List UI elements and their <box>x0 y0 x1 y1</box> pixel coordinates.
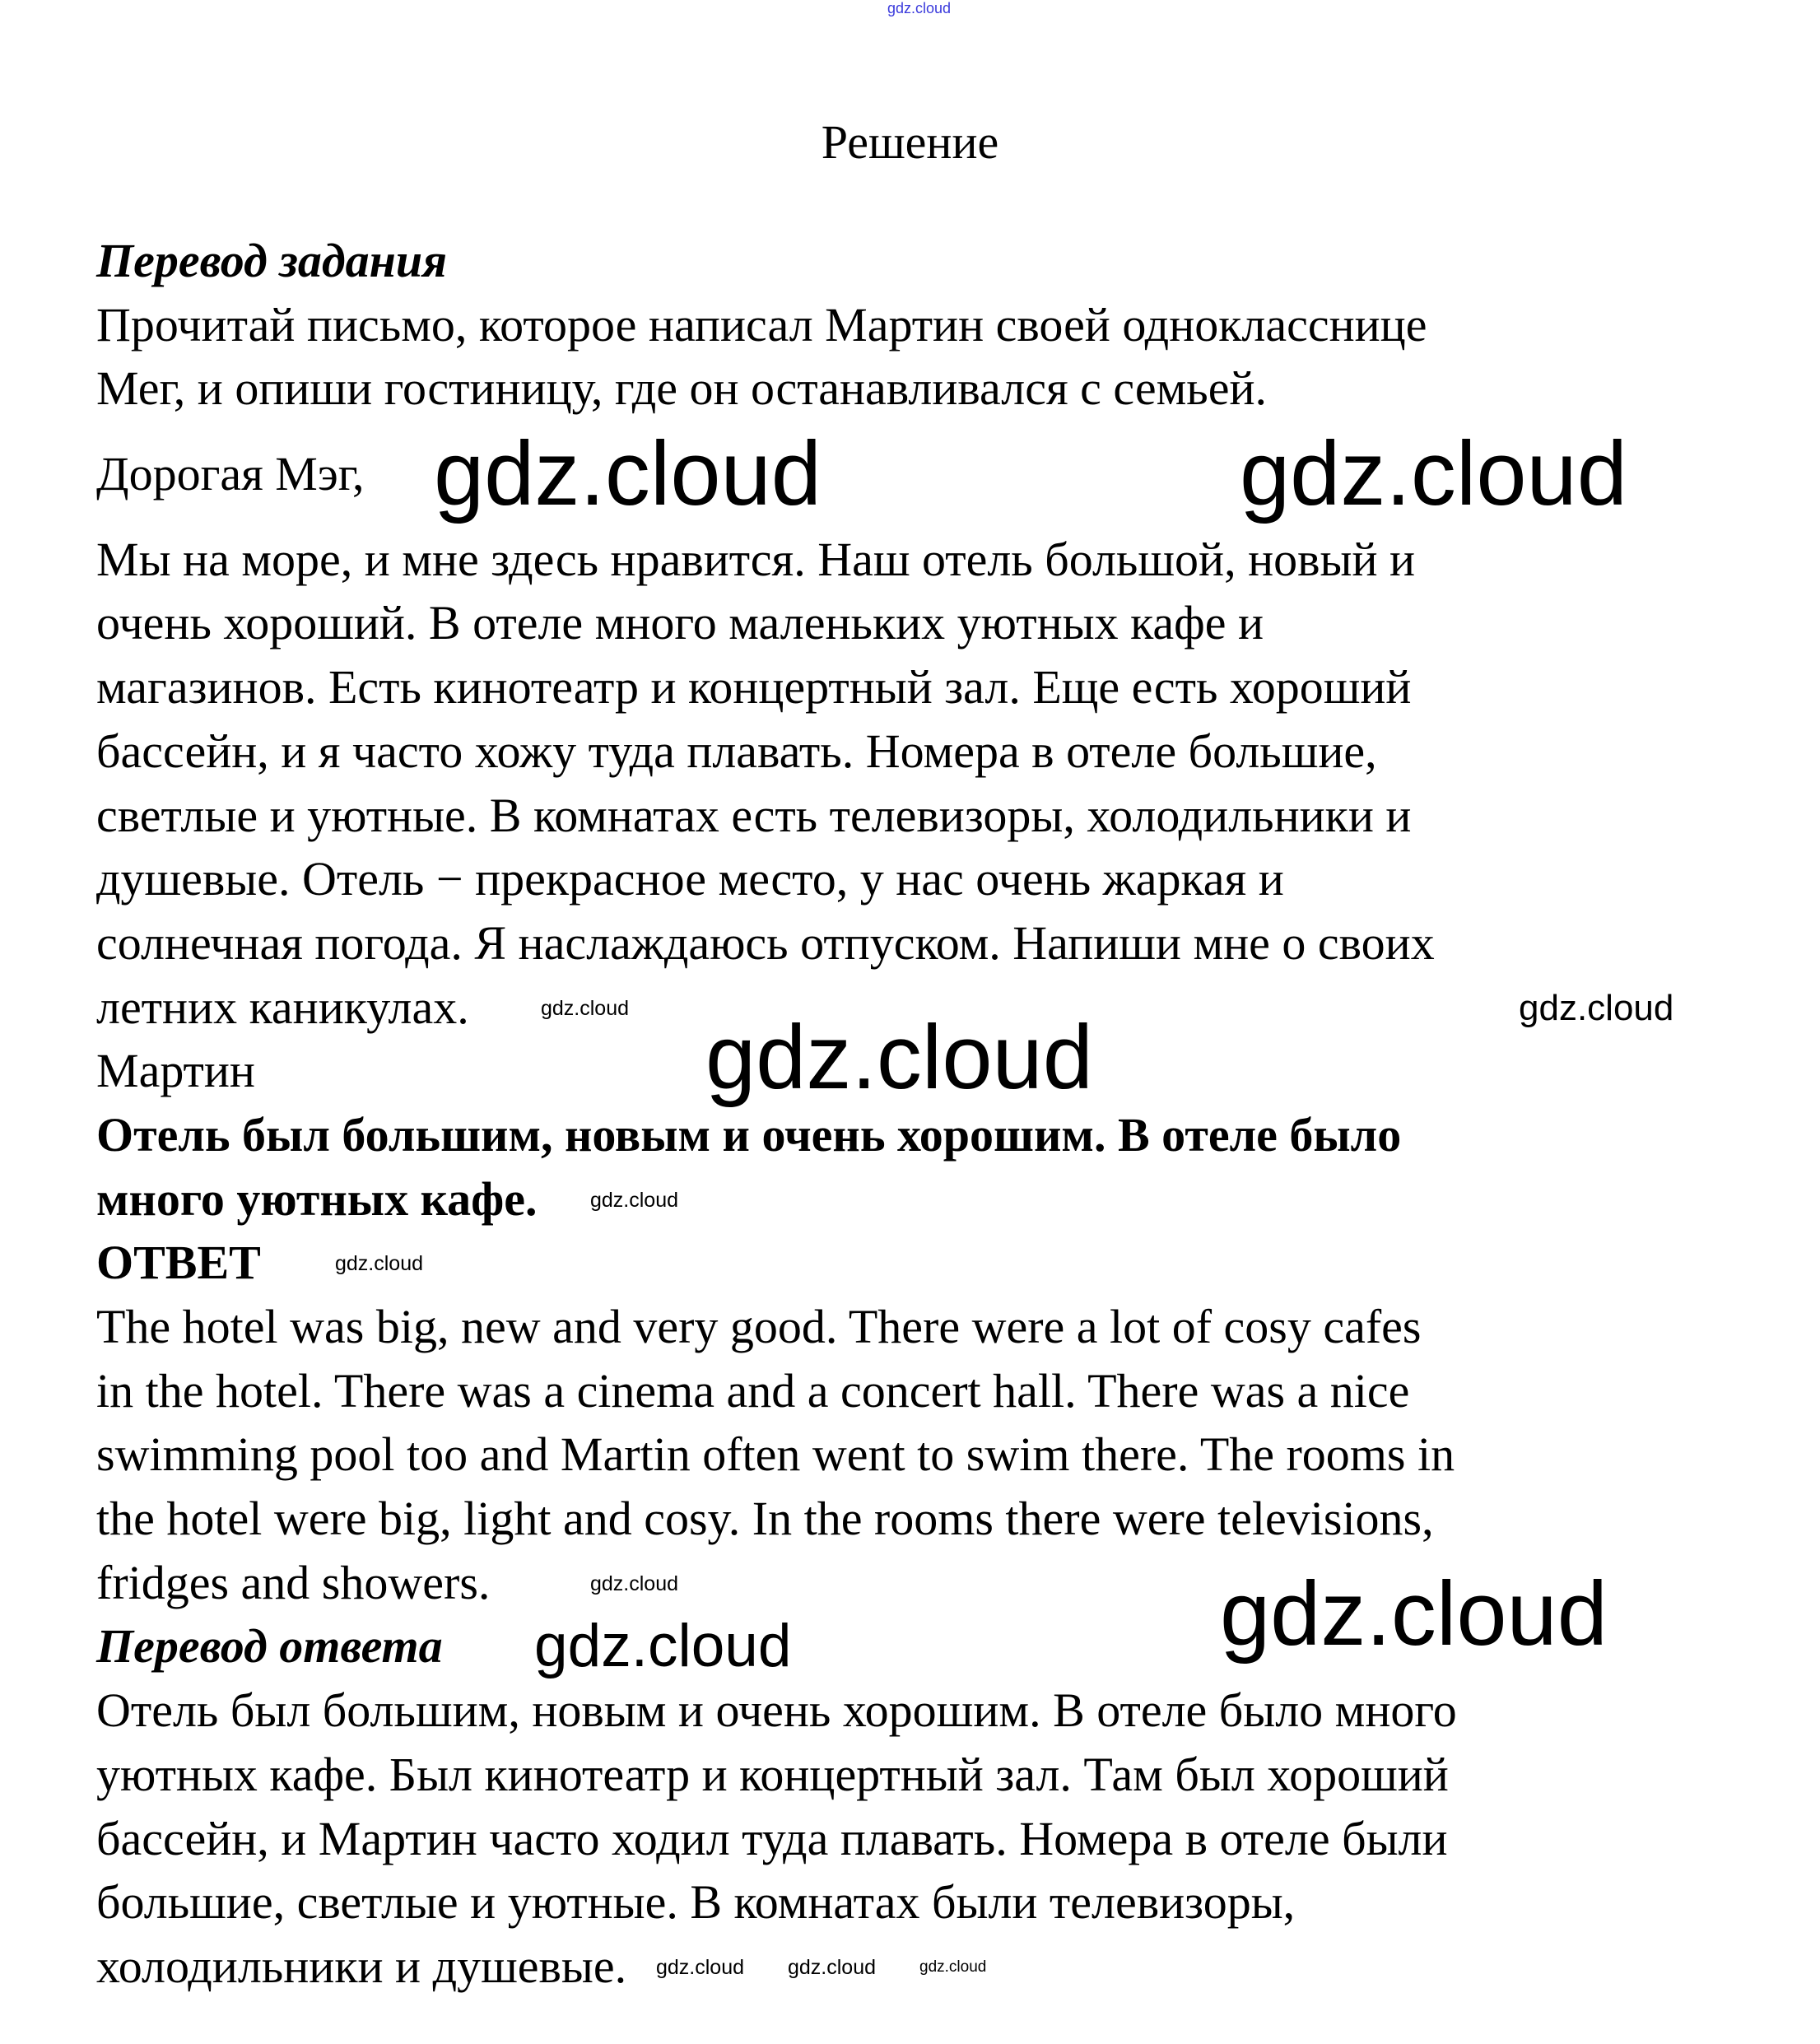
text-line-content: светлые и уютные. В комнатах есть телевизоры, холодильники и <box>96 788 1412 842</box>
text-line-content: Дорогая Мэг, <box>96 447 365 501</box>
text-line <box>96 1295 1743 1359</box>
text-line <box>96 528 1743 592</box>
text-line-content: бассейн, и Мартин часто ходил туда плавать. Номера в отеле были <box>96 1811 1448 1865</box>
text-line <box>96 1487 1743 1551</box>
text-line <box>96 1679 1743 1743</box>
text-line-content: Отель был большим, новым и очень хорошим. В отеле было много <box>96 1683 1457 1738</box>
watermark: gdz.cloud <box>919 1958 987 1976</box>
text-line <box>96 1167 1743 1232</box>
text-line <box>96 784 1743 848</box>
text-line <box>96 1103 1743 1167</box>
text-line-content: большие, светлые и уютные. В комнатах были телевизоры, <box>96 1875 1296 1930</box>
text-line-content: Отель был большим, новым и очень хорошим. В отеле было <box>96 1107 1402 1162</box>
text-line-content: Перевод ответа <box>96 1619 443 1674</box>
text-line-content: магазинов. Есть кинотеатр и концертный зал. Еще есть хороший <box>96 660 1412 715</box>
section-heading <box>96 1614 1743 1679</box>
watermark: gdz.cloud <box>705 1007 1093 1109</box>
top-watermark: gdz.cloud <box>887 0 952 16</box>
text-line <box>96 1807 1743 1871</box>
text-line <box>96 1935 1743 1999</box>
text-line-content: душевые. Отель − прекрасное место, у нас очень жаркая и <box>96 852 1284 906</box>
text-line <box>96 1422 1743 1487</box>
text-line <box>96 356 1743 421</box>
text-line-content: уютных кафе. Был кинотеатр и концертный зал. Там был хороший <box>96 1747 1449 1801</box>
watermark: gdz.cloud <box>656 1955 745 1979</box>
text-line-content: in the hotel. There was a cinema and a concert hall. There was a nice <box>96 1363 1410 1418</box>
text-line-content: холодильники и душевые. <box>96 1939 627 1993</box>
text-line-content: Мартин <box>96 1044 255 1098</box>
text-line <box>96 591 1743 655</box>
text-line-content: ОТВЕТ <box>96 1236 261 1290</box>
watermark: gdz.cloud <box>534 1613 792 1680</box>
document-body <box>96 229 1743 1999</box>
text-line-content: Мы на море, и мне здесь нравится. Наш отель большой, новый и <box>96 532 1416 586</box>
watermark: gdz.cloud <box>788 1955 877 1979</box>
watermark: gdz.cloud <box>1220 1562 1608 1665</box>
text-line <box>96 293 1743 357</box>
watermark: gdz.cloud <box>541 996 630 1020</box>
text-line-content: the hotel were big, light and cosy. In the rooms there were televisions, <box>96 1492 1434 1546</box>
text-line-content: Мег, и опиши гостиницу, где он останавливался с семьей. <box>96 361 1268 416</box>
text-line-content: fridges and showers. <box>96 1555 491 1609</box>
watermark: gdz.cloud <box>434 423 822 525</box>
text-line <box>96 1743 1743 1807</box>
text-line-content: солнечная погода. Я наслаждаюсь отпуском. Напиши мне о своих <box>96 915 1435 970</box>
text-line-content: Перевод задания <box>96 234 447 287</box>
text-line-content: The hotel was big, new and very good. There were a lot of cosy cafes <box>96 1300 1422 1353</box>
text-line-content: Прочитай письмо, которое написал Мартин своей однокласснице <box>96 297 1427 352</box>
text-line-content: летних каникулах. <box>96 980 469 1034</box>
page-title: Решение <box>821 115 999 169</box>
watermark: gdz.cloud <box>1519 987 1674 1028</box>
text-line-content: много уютных кафе. <box>96 1171 538 1226</box>
text-line <box>96 719 1743 784</box>
text-line <box>96 1870 1743 1935</box>
text-line <box>96 847 1743 911</box>
text-line-content: swimming pool too and Martin often went to swim there. The rooms in <box>96 1427 1455 1482</box>
watermark: gdz.cloud <box>590 1188 679 1212</box>
section-heading <box>96 229 1743 293</box>
text-line <box>96 1231 1743 1295</box>
watermark: gdz.cloud <box>1240 423 1627 525</box>
watermark: gdz.cloud <box>590 1571 679 1595</box>
text-line-content: бассейн, и я часто хожу туда плавать. Номера в отеле большие, <box>96 724 1377 778</box>
text-line <box>96 655 1743 719</box>
watermark: gdz.cloud <box>335 1252 424 1276</box>
text-line <box>96 421 1743 528</box>
text-line-content: очень хороший. В отеле много маленьких уютных кафе и <box>96 596 1264 650</box>
text-line <box>96 1359 1743 1423</box>
text-line <box>96 911 1743 975</box>
